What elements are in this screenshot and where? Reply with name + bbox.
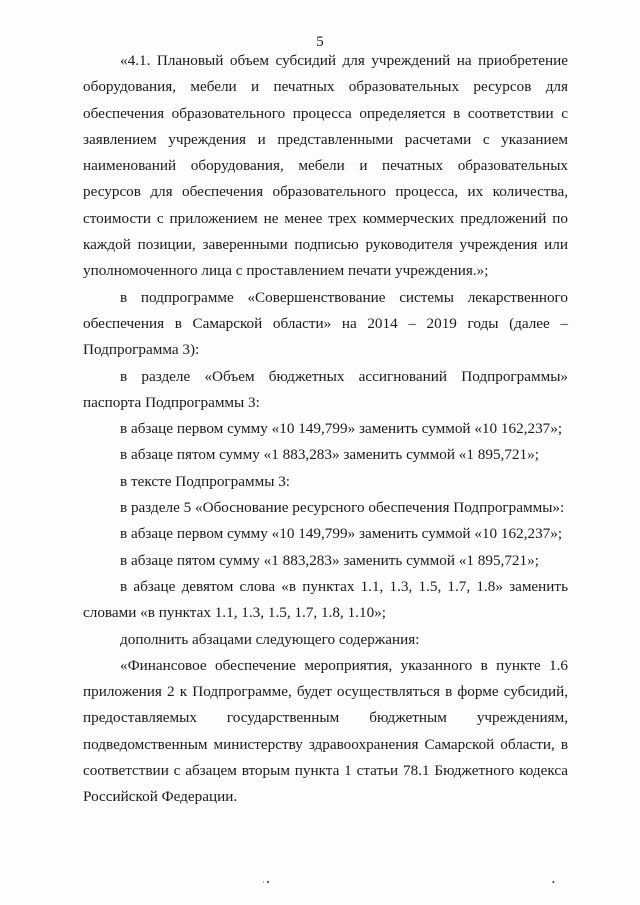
scan-artifact-dots: · •	[262, 878, 270, 887]
paragraph-fifth-sum-section5: в абзаце пятом сумму «1 883,283» заменить суммой «1 895,721»;	[120, 551, 539, 569]
paragraph-budget-section: в разделе «Объем бюджетных ассигнований Подпрограммы» паспорта Подпрограммы 3:	[83, 367, 568, 411]
paragraph-financing: «Финансовое обеспечение мероприятия, указанного в пункте 1.6 приложения 2 к Подпрограмме, будет осуществляться в форме субсидий, предоставляемых государственным бюджетным учреждениям, подведомственным министерству здравоохранения Самарской области, в соответствии с абзацем вторым пункта 1 статьи 78.1 Бюджетного кодекса Российской Федерации.	[83, 656, 568, 806]
page-number: 5	[316, 34, 324, 50]
paragraph-ninth-words: в абзаце девятом слова «в пунктах 1.1, 1.3, 1.5, 1.7, 1.8» заменить словами «в пунктах 1.1, 1.3, 1.5, 1.7, 1.8, 1.10»;	[83, 577, 568, 622]
paragraph-subsidy-volume: «4.1. Плановый объем субсидий для учреждений на приобретение оборудования, мебели и печатных образовательных ресурсов для обеспечения образовательного процесса определяется в соответствии с заявлением учреждения и представленными расчетами с указанием наименований оборудования, мебели и печатных образовательных ресурсов для обеспечения образовательного процесса, их количества, стоимости с приложением не менее трех коммерческих предложений по каждой позиции, заверенными подписью руководителя учреждения или уполномоченного лица с проставлением печати учреждения.»;	[83, 52, 568, 280]
paragraph-subprogram-3-intro: в подпрограмме «Совершенствование системы лекарственного обеспечения в Самарской области» на 2014 – 2019 годы (далее – Подпрограмма 3):	[83, 288, 568, 359]
paragraph-add-content: дополнить абзацами следующего содержания:	[120, 630, 420, 648]
paragraph-subprogram-text: в тексте Подпрограммы 3:	[120, 472, 291, 490]
paragraph-first-sum-passport: в абзаце первом сумму «10 149,799» заменить суммой «10 162,237»;	[120, 420, 563, 438]
paragraph-fifth-sum-passport: в абзаце пятом сумму «1 883,283» заменить суммой «1 895,721»;	[120, 446, 539, 464]
document-body	[83, 48, 568, 811]
paragraph-section-5: в разделе 5 «Обоснование ресурсного обеспечения Подпрограммы»:	[120, 499, 565, 517]
scan-artifact-mark: •	[552, 878, 555, 887]
paragraph-first-sum-section5: в абзаце первом сумму «10 149,799» заменить суммой «10 162,237»;	[120, 525, 563, 543]
